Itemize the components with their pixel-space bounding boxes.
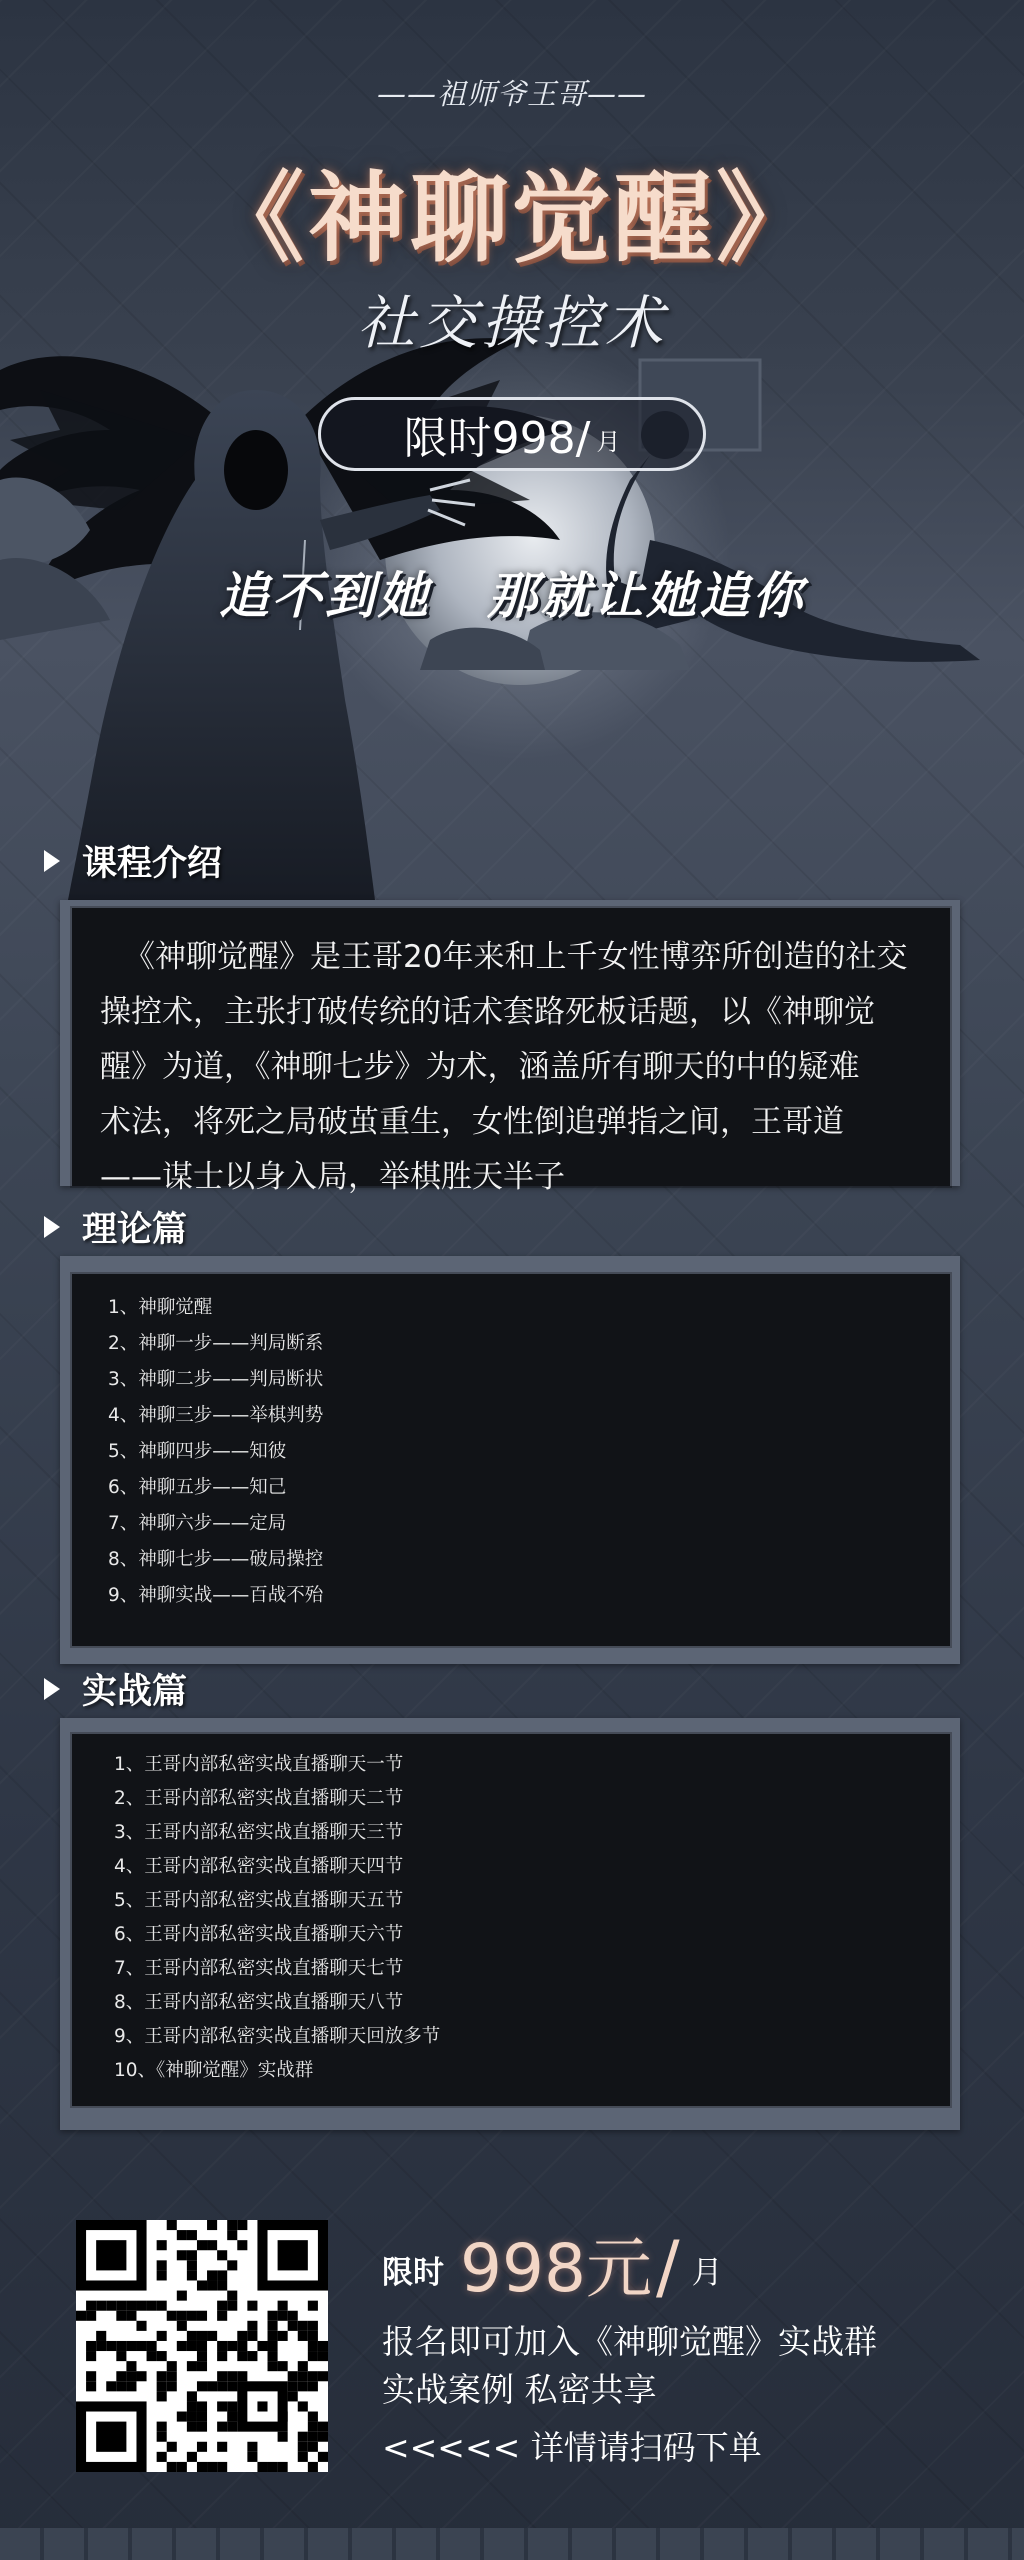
author-byline: ——祖师爷王哥—— <box>376 77 647 111</box>
theory-list <box>72 1274 950 1614</box>
bottom-join-text: 报名即可加入《神聊觉醒》实战群 <box>382 2322 877 2361</box>
practice-heading <box>44 1664 187 1714</box>
list-item: 8、神聊七步——破局操控 <box>108 1549 324 1570</box>
list-item: 5、王哥内部私密实战直播聊天五节 <box>114 1890 404 1911</box>
intro-line: 术法，将死之局破茧重生，女性倒追弹指之间，王哥道 <box>100 1104 844 1140</box>
slogan-right: 那就让她追你 <box>487 567 806 625</box>
list-item: 10、《神聊觉醒》实战群 <box>114 2060 314 2081</box>
slogan-left: 追不到她 <box>218 567 431 625</box>
practice-heading-text: 实战篇 <box>82 1672 188 1712</box>
intro-heading <box>44 836 222 886</box>
list-item: 7、神聊六步——定局 <box>108 1513 287 1534</box>
bottom-share-text: 实战案例 私密共享 <box>382 2370 657 2409</box>
intro-heading-text: 课程介绍 <box>82 844 223 884</box>
list-item: 5、神聊四步——知彼 <box>108 1441 287 1462</box>
intro-line: 《神聊觉醒》是王哥20年来和上千女性博弈所创造的社交 <box>124 939 908 975</box>
triangle-bullet-icon <box>44 1216 60 1238</box>
list-item: 2、神聊一步——判局断系 <box>108 1333 324 1354</box>
list-item: 6、王哥内部私密实战直播聊天六节 <box>114 1924 404 1945</box>
qr-code-icon[interactable] <box>76 2220 328 2472</box>
triangle-bullet-icon <box>44 850 60 872</box>
intro-line: 操控术，主张打破传统的话术套路死板话题，以《神聊觉 <box>100 994 875 1030</box>
list-item: 6、神聊五步——知己 <box>108 1477 287 1498</box>
list-item: 7、王哥内部私密实战直播聊天七节 <box>114 1958 404 1979</box>
theory-heading-text: 理论篇 <box>82 1210 188 1250</box>
list-item: 1、神聊觉醒 <box>108 1297 213 1318</box>
list-item: 9、王哥内部私密实战直播聊天回放多节 <box>114 2026 441 2047</box>
page-subtitle: 社交操控术 <box>356 289 667 357</box>
practice-list-box <box>72 1734 950 2106</box>
intro-line: ——谋士以身入局，举棋胜天半子 <box>100 1159 565 1195</box>
list-item: 8、王哥内部私密实战直播聊天八节 <box>114 1992 404 2013</box>
triangle-bullet-icon <box>44 1678 60 1700</box>
list-item: 4、神聊三步——举棋判势 <box>108 1405 324 1426</box>
bottom-price-unit: 月 <box>691 2255 723 2291</box>
price-pill-amount: 限时998/ <box>403 413 591 464</box>
list-item: 1、王哥内部私密实战直播聊天一节 <box>114 1754 404 1775</box>
list-item: 4、王哥内部私密实战直播聊天四节 <box>114 1856 404 1877</box>
bottom-strip <box>0 2528 1024 2560</box>
price-pill <box>318 397 706 471</box>
list-item: 3、王哥内部私密实战直播聊天三节 <box>114 1822 404 1843</box>
intro-line: 醒》为道，《神聊七步》为术，涵盖所有聊天的中的疑难 <box>100 1049 860 1085</box>
page-title: 《神聊觉醒》 <box>205 162 818 276</box>
bottom-price <box>382 2226 723 2308</box>
slogan <box>0 556 1024 628</box>
bottom-price-slash: / <box>655 2226 680 2308</box>
bottom-price-prefix: 限时 <box>382 2255 444 2291</box>
theory-heading <box>44 1202 187 1252</box>
theory-list-box <box>72 1274 950 1646</box>
list-item: 2、王哥内部私密实战直播聊天二节 <box>114 1788 404 1809</box>
scan-to-order-cta[interactable]: <<<<< 详情请扫码下单 <box>382 2428 762 2467</box>
bottom-price-number: 998元 <box>460 2230 652 2307</box>
intro-text-box <box>72 908 950 1195</box>
list-item: 3、神聊二步——判局断状 <box>108 1369 324 1390</box>
list-item: 9、神聊实战——百战不殆 <box>108 1585 324 1606</box>
price-pill-unit: 月 <box>596 427 621 456</box>
practice-list <box>72 1734 950 2088</box>
